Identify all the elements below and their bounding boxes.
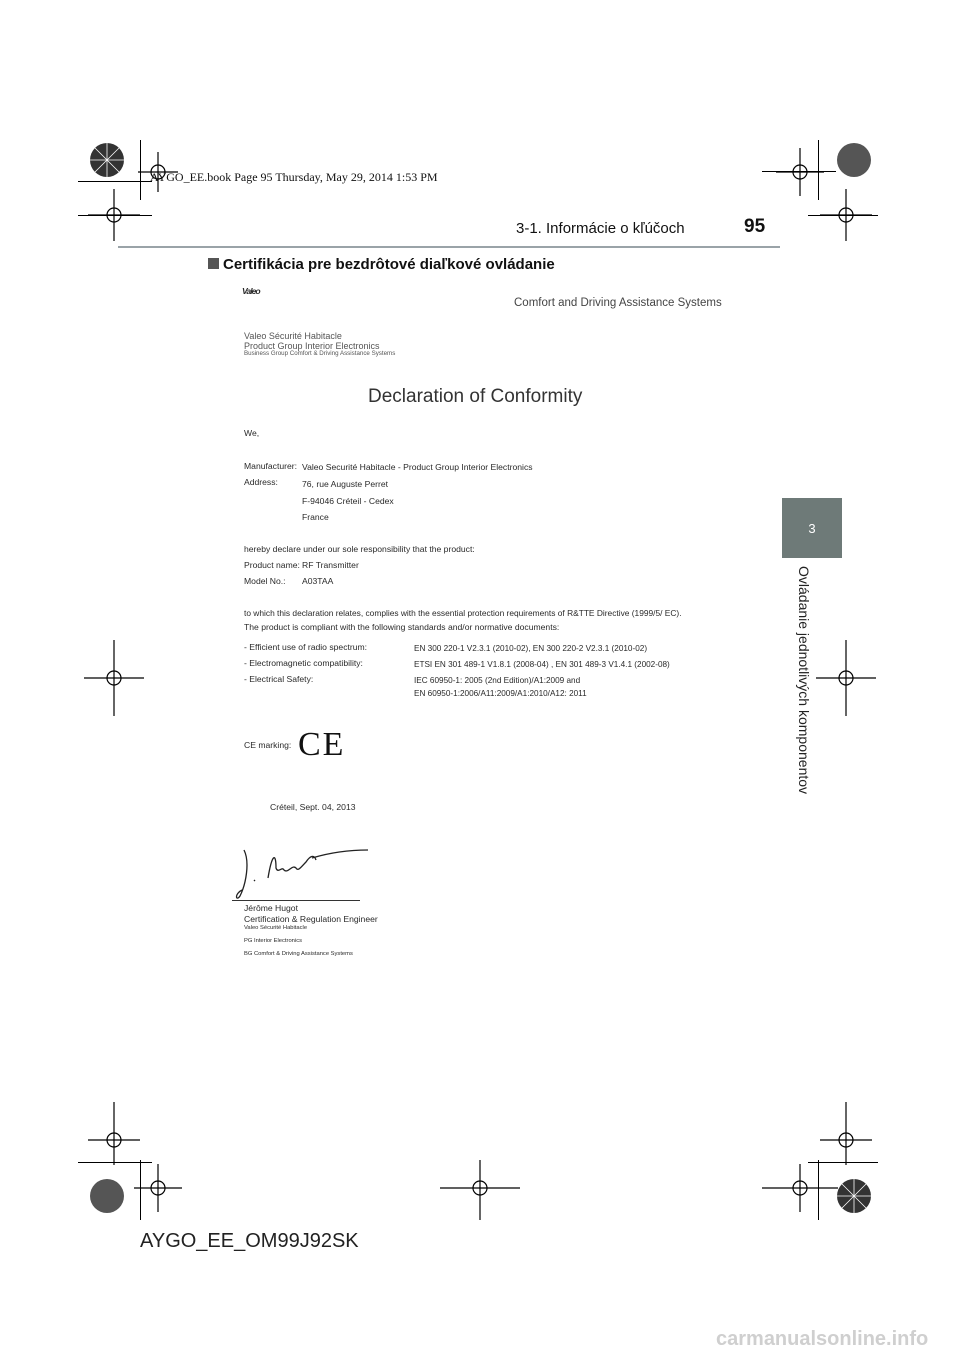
chapter-number: 3 xyxy=(808,520,816,536)
watermark: carmanualsonline.info xyxy=(716,1328,929,1350)
signature xyxy=(232,844,372,904)
declaration-of-conformity xyxy=(226,278,720,968)
division-line: Business Group Comfort & Driving Assistance Systems xyxy=(244,350,396,357)
book-imprint: AYGO_EE.book Page 95 Thursday, May 29, 2014 1:53 PM xyxy=(150,170,438,184)
standard-label: - Efficient use of radio spectrum: xyxy=(244,642,368,652)
model-value: A03TAA xyxy=(302,576,334,586)
manufacturer-label: Manufacturer: xyxy=(244,461,298,471)
signer-title: Certification & Regulation Engineer xyxy=(244,914,378,924)
product-value: RF Transmitter xyxy=(302,560,359,570)
chapter-title: Ovládanie jednotlivých komponentov xyxy=(796,566,812,795)
product-label: Product name: xyxy=(244,560,300,570)
chapter-tab xyxy=(782,498,842,558)
signer-org: PG Interior Electronics xyxy=(244,938,302,944)
manufacturer-value: Valeo Securité Habitacle - Product Group Interior Electronics xyxy=(302,462,533,472)
tagline: Comfort and Driving Assistance Systems xyxy=(514,297,722,309)
signature-line xyxy=(232,900,360,901)
standard-value: ETSI EN 301 489-1 V1.8.1 (2008-04) , EN 301 489-3 V1.4.1 (2002-08) xyxy=(414,660,670,669)
page-number: 95 xyxy=(744,216,766,237)
signer-org: BG Comfort & Driving Assistance Systems xyxy=(244,951,353,957)
valeo-logo: Valeo xyxy=(242,286,260,296)
we-text: We, xyxy=(244,428,260,438)
declare-text: hereby declare under our sole responsibility that the product: xyxy=(244,544,475,554)
section-title: 3-1. Informácie o kľúčoch xyxy=(516,220,685,237)
model-label: Model No.: xyxy=(244,576,286,586)
section-heading-text: Certifikácia pre bezdrôtové diaľkové ovládanie xyxy=(223,256,555,273)
place-date: Créteil, Sept. 04, 2013 xyxy=(270,802,356,812)
address-line: France xyxy=(302,512,329,522)
standard-label: - Electromagnetic compatibility: xyxy=(244,658,363,668)
relates-text: to which this declaration relates, complies with the essential protection requirements of R&TTE Directive (1999/5/ EC). xyxy=(244,608,682,618)
header-rule xyxy=(118,246,780,248)
standard-value: IEC 60950-1: 2005 (2nd Edition)/A1:2009 and xyxy=(414,676,581,685)
compliant-text: The product is compliant with the following standards and/or normative documents: xyxy=(244,622,560,632)
address-label: Address: xyxy=(244,477,278,487)
standard-value: EN 60950-1:2006/A11:2009/A1:2010/A12: 2011 xyxy=(414,689,587,698)
signer-name: Jérôme Hugot xyxy=(244,903,298,913)
footer-code: AYGO_EE_OM99J92SK xyxy=(140,1230,359,1252)
address-line: 76, rue Auguste Perret xyxy=(302,479,388,489)
division-line: Valeo Sécurité Habitacle xyxy=(244,331,342,341)
section-heading xyxy=(208,256,555,273)
standard-value: EN 300 220-1 V2.3.1 (2010-02), EN 300 220-2 V2.3.1 (2010-02) xyxy=(414,644,648,653)
bullet-square-icon xyxy=(208,258,219,269)
address-line: F-94046 Créteil - Cedex xyxy=(302,496,394,506)
ce-mark: CE xyxy=(298,726,346,763)
document-title: Declaration of Conformity xyxy=(368,386,583,407)
ce-label: CE marking: xyxy=(244,740,292,750)
standard-label: - Electrical Safety: xyxy=(244,674,314,684)
division-line: Product Group Interior Electronics xyxy=(244,341,380,351)
signer-org: Valeo Sécurité Habitacle xyxy=(244,925,308,931)
